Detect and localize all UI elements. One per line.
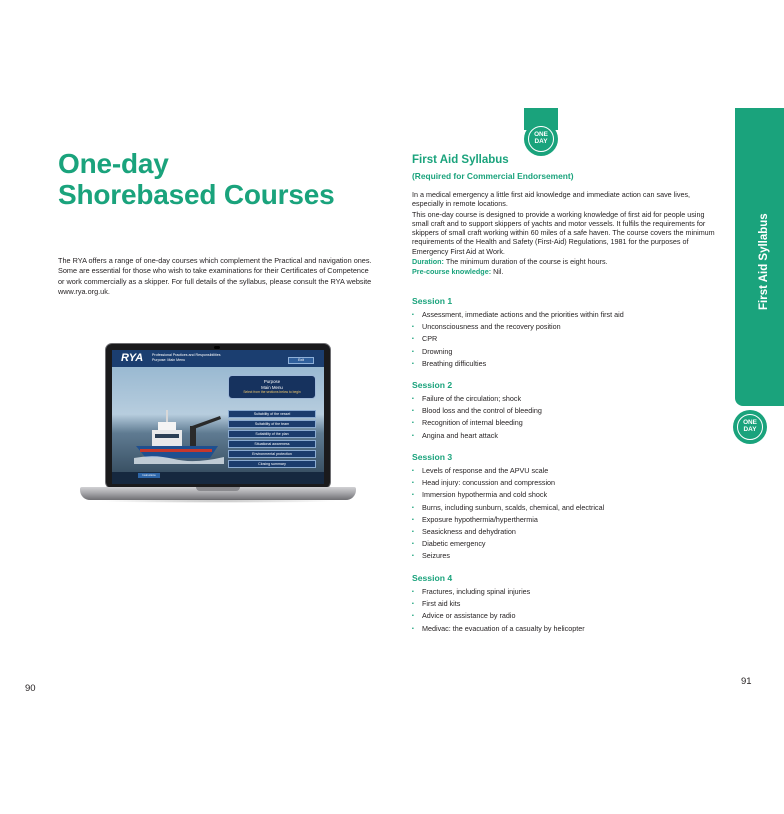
list-item: ▪ Exposure hypothermia/hyperthermia	[412, 514, 732, 526]
menu-item: Suitability of the team	[228, 420, 316, 428]
menu-title: Purpose	[263, 379, 281, 384]
list-item: ▪ CPR	[412, 333, 732, 345]
syllabus-description	[412, 190, 722, 278]
session-2	[412, 380, 732, 442]
menu-item: Situational awareness	[228, 440, 316, 448]
duration-text: The minimum duration of the course is eight hours.	[445, 257, 608, 267]
screen-title-block	[152, 353, 272, 362]
list-item: ▪ Levels of response and the APVU scale	[412, 465, 732, 477]
duration-label: Duration:	[412, 257, 444, 267]
menu-item: Suitability of the plan	[228, 430, 316, 438]
camera-notch	[214, 346, 220, 349]
session-4	[412, 573, 732, 635]
session-3	[412, 452, 732, 563]
hull-stripe	[140, 449, 212, 452]
syllabus-title: First Aid Syllabus	[412, 154, 509, 166]
badge-line-2: DAY	[534, 137, 548, 145]
upper-cabin	[158, 422, 176, 430]
badge-label	[737, 414, 763, 440]
badge-line-1: ONE	[534, 131, 548, 138]
session-list	[412, 393, 732, 442]
session-title: Session 1	[412, 296, 453, 306]
screen-header	[112, 350, 324, 367]
intro-paragraph: The RYA offers a range of one-day courses which complement the Practical and navigation ones. Some are essential for those who wish to take examinations for their Certificates of Competence or work commercially as a skipper. For full details of the syllabus, please consult the RYA website www.rya.org.uk.	[58, 256, 372, 297]
description-paragraph-2: This one-day course is designed to provide a working knowledge of first aid for people using small craft and to support skippers of yachts and motor vessels. It fulfils the requirements for skippers of small craft working within 60 miles of a safe haven. The course covers the minimum requirements of the Health and Safety (First-Aid) Regulations, 1981 for the purposes of Emergency First Aid at Work.	[412, 209, 715, 256]
page-heading	[58, 148, 335, 210]
page-number-left: 90	[25, 683, 36, 694]
list-item: ▪ Unconsciousness and the recovery position	[412, 321, 732, 333]
side-tab-label: First Aid Syllabus	[758, 213, 770, 310]
list-item: ▪ Assessment, immediate actions and the priorities within first aid	[412, 309, 732, 321]
list-item: ▪ Failure of the circulation; shock	[412, 393, 732, 405]
screen-title: Professional Practices and Responsibilities	[152, 353, 221, 357]
menu-item: Suitability of the vessel	[228, 410, 316, 418]
crane-arm	[192, 416, 221, 429]
exit-button: Exit	[288, 357, 314, 364]
instructions-chip: Instructions	[138, 473, 160, 478]
list-item: ▪ Immersion hypothermia and cold shock	[412, 489, 732, 501]
list-item: ▪ Diabetic emergency	[412, 538, 732, 550]
list-item: ▪ Burns, including sunburn, scalds, chemical, and electrical	[412, 502, 732, 514]
laptop-shadow	[98, 499, 338, 503]
duration-line	[412, 257, 722, 266]
laptop-lid	[105, 343, 331, 489]
list-item: ▪ First aid kits	[412, 598, 732, 610]
session-list	[412, 465, 732, 563]
one-day-badge-top	[524, 108, 558, 156]
session-list	[412, 586, 732, 635]
screen-footer	[112, 472, 324, 484]
one-day-badge-side	[733, 410, 767, 444]
list-item: ▪ Drowning	[412, 346, 732, 358]
menu-panel	[228, 375, 316, 399]
laptop-image	[80, 341, 356, 503]
boat-illustration	[134, 410, 224, 464]
list-item: ▪ Recognition of internal bleeding	[412, 417, 732, 429]
heading-line-2: Shorebased Courses	[58, 179, 335, 210]
prereq-label: Pre-course knowledge:	[412, 267, 492, 277]
session-list	[412, 309, 732, 370]
list-item: ▪ Medivac: the evacuation of a casualty by helicopter	[412, 623, 732, 635]
list-item: ▪ Head injury: concussion and compression	[412, 477, 732, 489]
page-number-right: 91	[741, 676, 752, 687]
prereq-line	[412, 267, 722, 276]
session-title: Session 4	[412, 573, 453, 583]
list-item: ▪ Seasickness and dehydration	[412, 526, 732, 538]
badge-line-1: ONE	[743, 419, 757, 426]
menu-item: Environmental protection	[228, 450, 316, 458]
menu-item: Closing summary	[228, 460, 316, 468]
session-title: Session 3	[412, 452, 453, 462]
mast	[166, 410, 168, 422]
session-1	[412, 296, 732, 370]
list-item: ▪ Blood loss and the control of bleeding	[412, 405, 732, 417]
base-notch	[196, 487, 240, 491]
menu-hint: Select from the sections below to begin	[243, 390, 301, 395]
wheelhouse-windows	[155, 434, 179, 438]
badge-label	[528, 126, 554, 152]
menu-heading: Main Menu	[261, 384, 283, 390]
list-item: ▪ Fractures, including spinal injuries	[412, 586, 732, 598]
screen-subtitle: Purpose: Main Menu	[152, 357, 186, 362]
prereq-text: Nil.	[493, 267, 504, 277]
list-item: ▪ Angina and heart attack	[412, 430, 732, 442]
heading-line-1: One-day	[58, 148, 169, 179]
list-item: ▪ Advice or assistance by radio	[412, 610, 732, 622]
rya-logo: RYA	[121, 352, 144, 364]
description-paragraph-1: In a medical emergency a little first aid knowledge and immediate action can save lives, especially in remote locations.	[412, 190, 691, 209]
session-title: Session 2	[412, 380, 453, 390]
list-item: ▪ Seizures	[412, 550, 732, 562]
list-item: ▪ Breathing difficulties	[412, 358, 732, 370]
laptop-screen	[112, 350, 324, 484]
syllabus-subtitle: (Required for Commercial Endorsement)	[412, 171, 574, 181]
badge-line-2: DAY	[743, 425, 757, 433]
crane	[190, 426, 196, 446]
